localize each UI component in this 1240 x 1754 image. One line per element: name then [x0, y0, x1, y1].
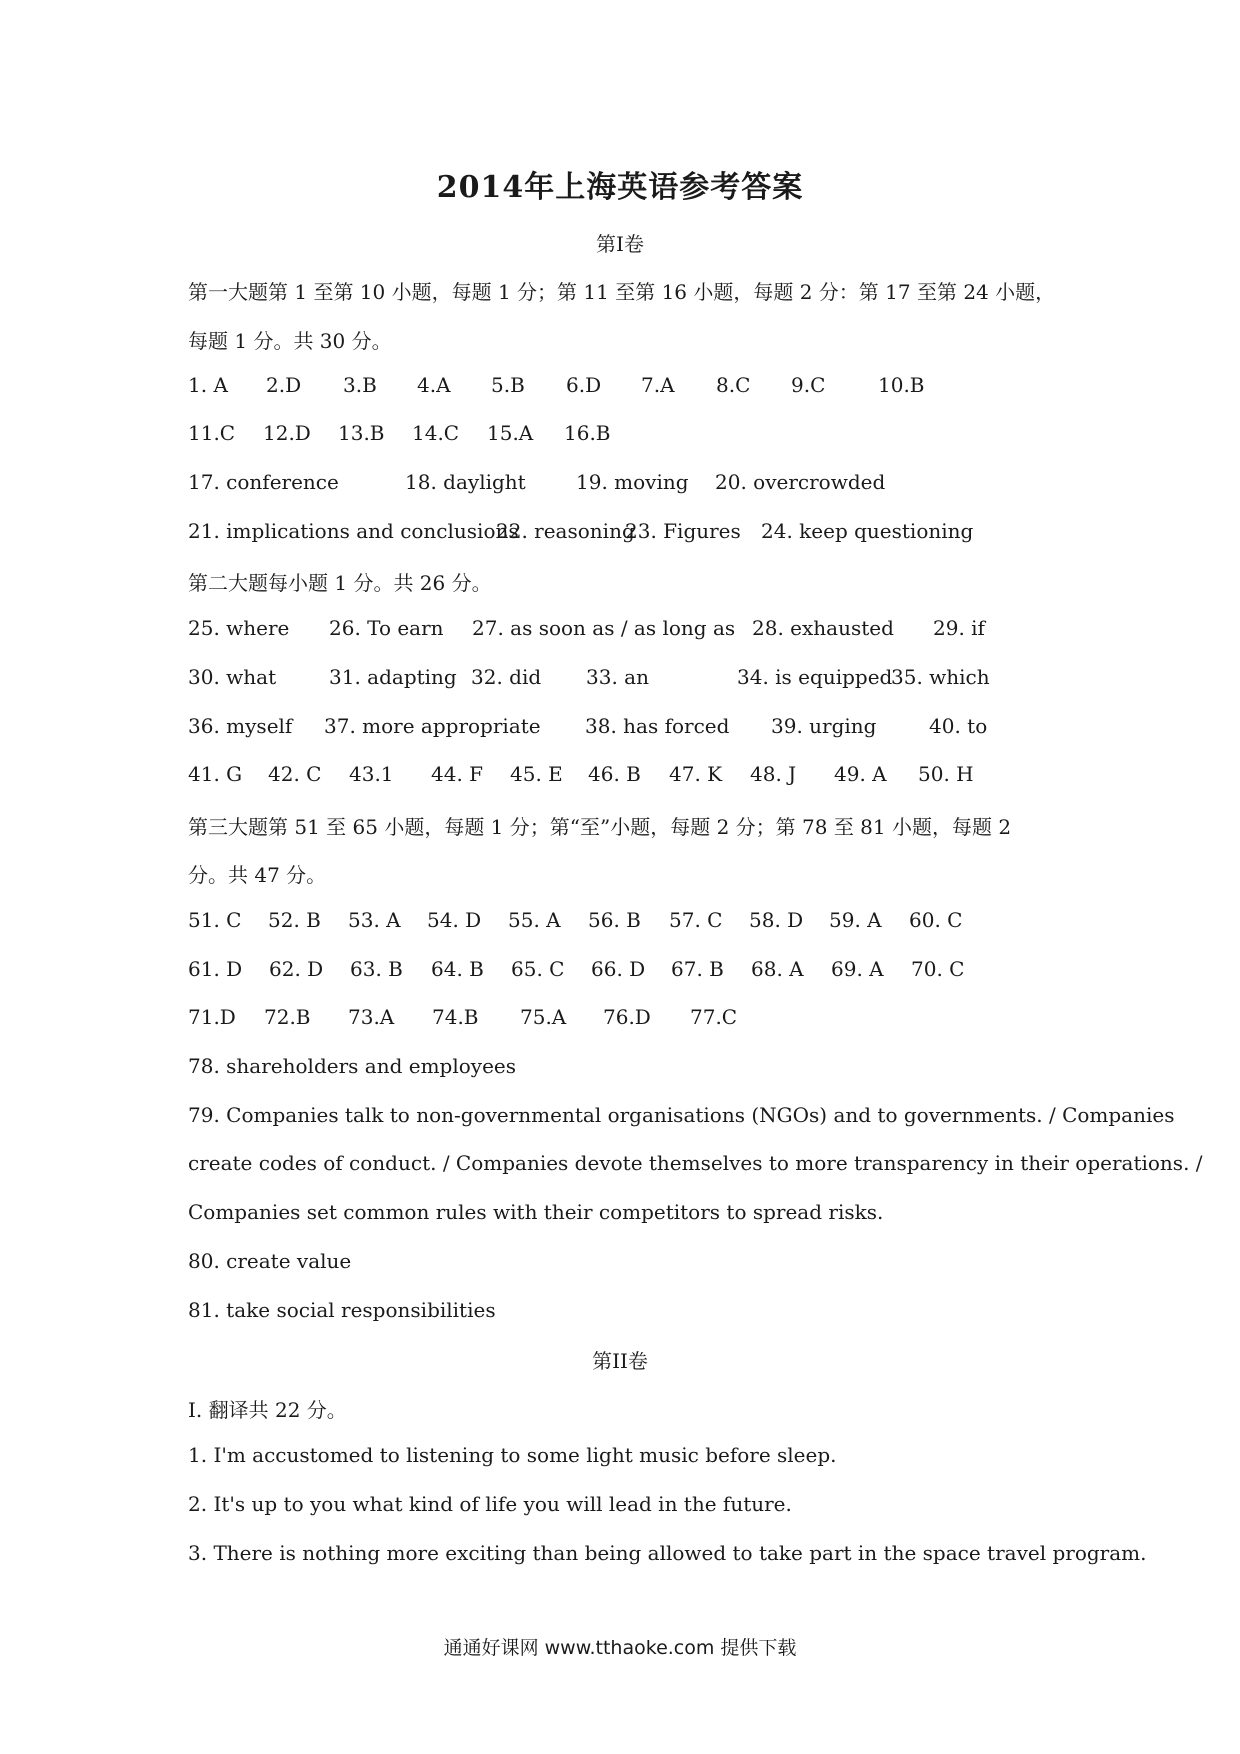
section1-score-line2: 每题 1 分。共 30 分。: [188, 329, 392, 353]
answer-item: 1. A: [188, 373, 228, 397]
answer-item: 18. daylight: [405, 470, 526, 494]
answer-item: 33. an: [586, 665, 649, 689]
answer-item: 36. myself: [188, 714, 293, 738]
answer-item: 70. C: [911, 957, 965, 981]
answer-item: 39. urging: [771, 714, 877, 738]
answer-item: 53. A: [348, 908, 401, 932]
answer-item: 7.A: [641, 373, 675, 397]
section2-score: 第二大题每小题 1 分。共 26 分。: [188, 571, 492, 595]
answer-item: 9.C: [791, 373, 826, 397]
answer-79-line2: create codes of conduct. / Companies devote themselves to more transparency in their operations. /: [188, 1151, 1203, 1175]
section3-score-line1: 第三大题第 51 至 65 小题，每题 1 分；第“至”小题，每题 2 分；第 78 至 81 小题，每题 2: [188, 815, 1012, 839]
answer-item: 52. B: [268, 908, 321, 932]
part2-heading: 第II卷: [592, 1349, 648, 1373]
answer-item: 26. To earn: [329, 616, 444, 640]
answer-item: 31. adapting: [329, 665, 457, 689]
answer-item: 47. K: [669, 762, 723, 786]
answer-item: 14.C: [412, 421, 460, 445]
answer-item: 19. moving: [576, 470, 689, 494]
answer-item: 41. G: [188, 762, 243, 786]
answer-item: 12.D: [263, 421, 311, 445]
answer-item: 69. A: [831, 957, 884, 981]
answer-item: 35. which: [891, 665, 990, 689]
part1-heading: 第I卷: [596, 232, 644, 256]
answer-item: 68. A: [751, 957, 804, 981]
answer-item: 63. B: [350, 957, 403, 981]
answer-80: 80. create value: [188, 1249, 352, 1273]
answer-item: 16.B: [564, 421, 611, 445]
answer-item: 61. D: [188, 957, 243, 981]
answer-item: 32. did: [471, 665, 542, 689]
answer-item: 22. reasoning: [496, 519, 635, 543]
section3-score-line2: 分。共 47 分。: [188, 863, 327, 887]
answer-item: 37. more appropriate: [324, 714, 541, 738]
translation-item: 3. There is nothing more exciting than being allowed to take part in the space travel program.: [188, 1541, 1147, 1565]
answer-item: 66. D: [591, 957, 646, 981]
answer-item: 20. overcrowded: [715, 470, 886, 494]
answer-item: 25. where: [188, 616, 290, 640]
answer-item: 42. C: [268, 762, 322, 786]
translation-item: 1. I'm accustomed to listening to some light music before sleep.: [188, 1443, 837, 1467]
page-title: 2014年上海英语参考答案: [436, 170, 804, 205]
answer-item: 3.B: [343, 373, 377, 397]
answer-item: 15.A: [487, 421, 534, 445]
answer-item: 30. what: [188, 665, 277, 689]
answer-79-line1: 79. Companies talk to non-governmental organisations (NGOs) and to governments. / Companies: [188, 1103, 1175, 1127]
answer-79-line3: Companies set common rules with their competitors to spread risks.: [188, 1200, 884, 1224]
answer-item: 27. as soon as / as long as: [472, 616, 736, 640]
answer-item: 13.B: [338, 421, 385, 445]
answer-item: 67. B: [671, 957, 724, 981]
answer-item: 71.D: [188, 1005, 236, 1029]
answer-item: 74.B: [432, 1005, 479, 1029]
answer-item: 28. exhausted: [752, 616, 894, 640]
answer-item: 46. B: [588, 762, 641, 786]
answer-item: 4.A: [417, 373, 451, 397]
answer-item: 73.A: [348, 1005, 395, 1029]
answer-item: 55. A: [508, 908, 561, 932]
answer-item: 64. B: [431, 957, 484, 981]
answer-item: 59. A: [829, 908, 882, 932]
answer-item: 77.C: [690, 1005, 738, 1029]
answer-item: 51. C: [188, 908, 242, 932]
answer-item: 43.1: [349, 762, 394, 786]
answer-item: 10.B: [878, 373, 925, 397]
answer-item: 40. to: [929, 714, 988, 738]
answer-item: 76.D: [603, 1005, 651, 1029]
answer-item: 17. conference: [188, 470, 339, 494]
answer-item: 62. D: [269, 957, 324, 981]
answer-item: 44. F: [431, 762, 484, 786]
answer-item: 56. B: [588, 908, 641, 932]
answer-item: 23. Figures: [625, 519, 741, 543]
answer-81: 81. take social responsibilities: [188, 1298, 496, 1322]
answer-item: 21. implications and conclusions: [188, 519, 519, 543]
answer-78: 78. shareholders and employees: [188, 1054, 517, 1078]
answer-item: 6.D: [566, 373, 602, 397]
answer-item: 45. E: [510, 762, 563, 786]
answer-item: 29. if: [933, 616, 985, 640]
answer-item: 75.A: [520, 1005, 567, 1029]
answer-item: 5.B: [491, 373, 525, 397]
answer-item: 11.C: [188, 421, 236, 445]
answer-item: 24. keep questioning: [761, 519, 974, 543]
answer-item: 48. J: [750, 762, 797, 786]
answer-item: 54. D: [427, 908, 482, 932]
answer-item: 50. H: [918, 762, 974, 786]
answer-item: 49. A: [834, 762, 887, 786]
answer-item: 58. D: [749, 908, 804, 932]
answer-item: 2.D: [266, 373, 302, 397]
answer-item: 65. C: [511, 957, 565, 981]
translation-heading: I. 翻译共 22 分。: [188, 1398, 347, 1422]
answer-item: 72.B: [264, 1005, 311, 1029]
translation-item: 2. It's up to you what kind of life you will lead in the future.: [188, 1492, 792, 1516]
answer-item: 60. C: [909, 908, 963, 932]
section1-score-line1: 第一大题第 1 至第 10 小题，每题 1 分；第 11 至第 16 小题，每题 2 分：第 17 至第 24 小题，: [188, 280, 1056, 304]
page-footer: 通通好课网 www.tthaoke.com 提供下载: [443, 1637, 797, 1659]
answer-item: 8.C: [716, 373, 751, 397]
answer-item: 38. has forced: [585, 714, 730, 738]
answer-item: 34. is equipped: [737, 665, 893, 689]
answer-item: 57. C: [669, 908, 723, 932]
